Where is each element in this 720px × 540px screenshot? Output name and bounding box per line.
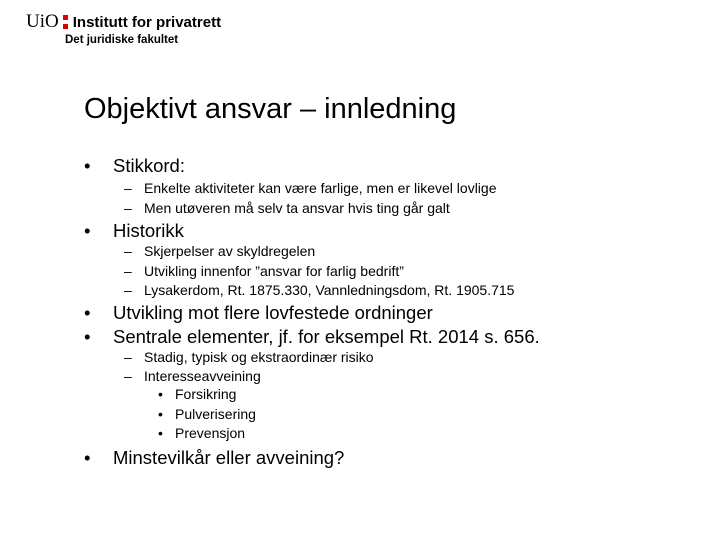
- logo-uio-text: UiO: [26, 11, 59, 32]
- sub-bullet-text: Stadig, typisk og ekstraordinær risiko: [144, 349, 374, 365]
- slide-title: Objektivt ansvar – innledning: [84, 93, 457, 125]
- institute-name: Institutt for privatrett: [72, 13, 222, 31]
- bullet-icon: •: [158, 425, 163, 441]
- bullet-text: Historikk: [113, 220, 184, 241]
- bullet-icon: •: [84, 447, 91, 468]
- dash-icon: –: [124, 368, 132, 384]
- uio-logo: [26, 11, 221, 46]
- sub-bullet-text: Interesseavveining: [144, 368, 261, 384]
- dash-icon: –: [124, 200, 132, 216]
- faculty-name: Det juridiske fakultet: [65, 34, 179, 46]
- bullet-icon: •: [84, 220, 91, 241]
- sub-bullet-text: Men utøveren må selv ta ansvar hvis ting går galt: [144, 200, 450, 216]
- bullet-text: Minstevilkår eller avveining?: [113, 447, 345, 468]
- sub-bullet-text: Enkelte aktiviteter kan være farlige, men er likevel lovlige: [144, 180, 497, 196]
- bullet-text: Stikkord:: [113, 155, 185, 176]
- bullet-text: Utvikling mot flere lovfestede ordninger: [113, 302, 433, 323]
- bullet-text: Sentrale elementer, jf. for eksempel Rt. 2014 s. 656.: [113, 326, 540, 347]
- dash-icon: –: [124, 243, 132, 259]
- sub-sub-bullet-text: Forsikring: [175, 386, 237, 402]
- logo-colon-icon: [63, 15, 68, 29]
- sub-sub-bullet-text: Prevensjon: [175, 425, 246, 441]
- sub-bullet-text: Utvikling innenfor ”ansvar for farlig bedrift”: [144, 263, 404, 279]
- bullet-icon: •: [158, 386, 163, 402]
- dash-icon: –: [124, 282, 132, 298]
- sub-bullet-text: Lysakerdom, Rt. 1875.330, Vannledningsdom, Rt. 1905.715: [144, 282, 515, 298]
- dash-icon: –: [124, 349, 132, 365]
- bullet-icon: •: [158, 406, 163, 422]
- bullet-icon: •: [84, 326, 91, 347]
- dash-icon: –: [124, 180, 132, 196]
- sub-bullet-text: Skjerpelser av skyldregelen: [144, 243, 316, 259]
- bullet-icon: •: [84, 302, 91, 323]
- dash-icon: –: [124, 263, 132, 279]
- sub-sub-bullet-text: Pulverisering: [175, 406, 256, 422]
- bullet-icon: •: [84, 155, 91, 176]
